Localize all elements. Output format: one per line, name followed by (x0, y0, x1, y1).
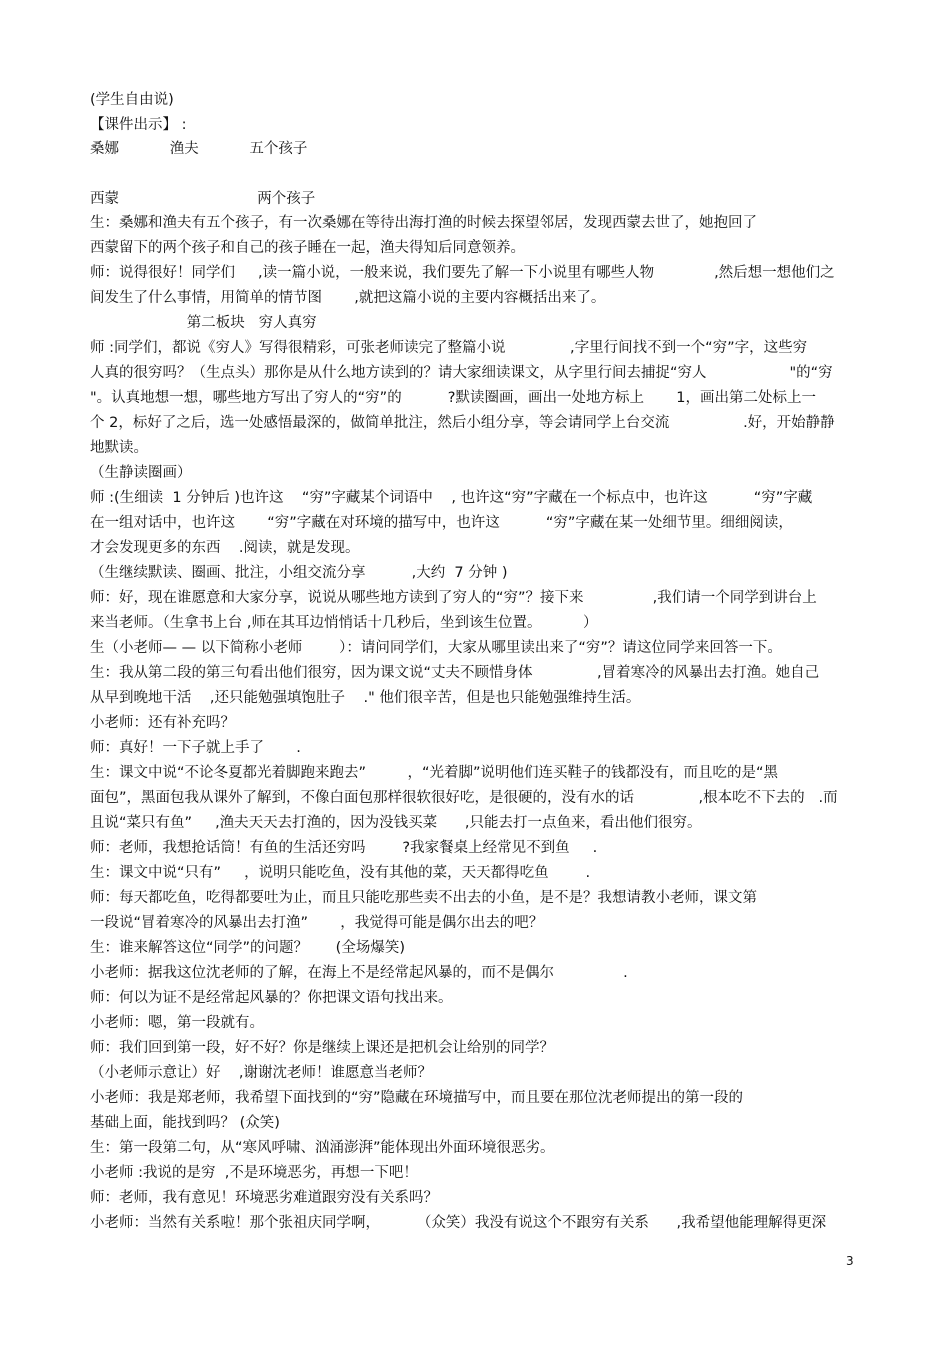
text-line: 且说“菜只有鱼” ,渔夫天天去打渔的，因为没钱买菜 ,只能去打一点鱼来，看出他们很穷。 (90, 815, 702, 831)
text-line: 个 2，标好了之后，选一处感悟最深的，做简单批注，然后小组分享，等会请同学上台交流 .好，开始静静 (90, 415, 835, 431)
text-line: （小老师示意让）好 ,谢谢沈老师！谁愿意当老师？ (90, 1065, 433, 1081)
text-line: (学生自由说) (90, 92, 174, 108)
text-line: （生静读圈画） (90, 465, 192, 481)
text-line: 生（小老师— — 以下简称小老师 ）：请问同学们，大家从哪里读出来了“穷”？请这位同学来回答一下。 (90, 640, 782, 656)
text-line: 师：我们回到第一段，好不好？你是继续上课还是把机会让给别的同学？ (90, 1040, 554, 1056)
page-number: 3 (846, 1254, 854, 1268)
text-line: 小老师：还有补充吗？ (90, 715, 235, 731)
text-line: 生：课文中说“不论冬夏都光着脚跑来跑去” ，“光着脚”说明他们连买鞋子的钱都没有，而且吃的是“黑 (90, 765, 779, 781)
text-line: 生：谁来解答这位“同学”的问题？ (全场爆笑) (90, 940, 405, 956)
text-line: 小老师 :我说的是穷 ,不是环境恶劣，再想一下吧！ (90, 1165, 418, 1181)
text-line: 生：课文中说“只有” ，说明只能吃鱼，没有其他的菜，天天都得吃鱼 . (90, 865, 591, 881)
text-line: 从早到晚地干活 ,还只能勉强填饱肚子 ." 他们很辛苦，但是也只能勉强维持生活。 (90, 690, 641, 706)
text-line: 小老师：据我这位沈老师的了解，在海上不是经常起风暴的，而不是偶尔 . (90, 965, 628, 981)
text-line: 师：好，现在谁愿意和大家分享，说说从哪些地方读到了穷人的“穷”？接下来 ,我们请一个同学到讲台上 (90, 590, 817, 606)
text-line: 面包”，黑面包我从课外了解到，不像白面包那样很软很好吃，是很硬的，没有水的话 ,根本吃不下去的 .而 (90, 790, 838, 806)
text-line: 桑娜 渔夫 五个孩子 (90, 141, 308, 157)
text-line: 地默读。 (90, 440, 148, 456)
text-line: 生：第一段第二句，从“寒风呼啸、汹涌澎湃”能体现出外面环境很恶劣。 (90, 1140, 555, 1156)
text-line: 【课件出示】 : (90, 117, 187, 133)
text-line: 人真的很穷吗？（生点头）那你是从什么地方读到的？请大家细读课文，从字里行间去捕捉“穷人 "的“穷 (90, 365, 833, 381)
text-line: "。认真地想一想，哪些地方写出了穷人的“穷”的 ?默读圈画，画出一处地方标上 1，画出第二处标上一 (90, 390, 816, 406)
text-line: 小老师：当然有关系啦！那个张祖庆同学啊， （众笑）我没有说这个不跟穷有关系 ,我希望他能理解得更深 (90, 1215, 827, 1231)
text-line: 来当老师。（生拿书上台 ,师在其耳边悄悄话十几秒后，坐到该生位置。 ） (90, 615, 598, 631)
text-line: 生：我从第二段的第三句看出他们很穷，因为课文说“丈夫不顾惜身体 ,冒着寒冷的风暴出去打渔。她自己 (90, 665, 820, 681)
text-line: 小老师：嗯，第一段就有。 (90, 1015, 264, 1031)
text-line: 师 :同学们，都说《穷人》写得很精彩，可张老师读完了整篇小说 ,字里行间找不到一个“穷”字，这些穷 (90, 340, 808, 356)
text-line: 西蒙留下的两个孩子和自己的孩子睡在一起，渔夫得知后同意领养。 (90, 240, 525, 256)
text-line: 一段说“冒着寒冷的风暴出去打渔” ，我觉得可能是偶尔出去的吧？ (90, 915, 544, 931)
text-line: 师：老师，我想抢话筒！有鱼的生活还穷吗 ?我家餐桌上经常见不到鱼 . (90, 840, 598, 856)
text-line: 师：每天都吃鱼，吃得都要吐为止，而且只能吃那些卖不出去的小鱼，是不是？我想请教小老师，课文第 (90, 890, 757, 906)
text-line: 师 :(生细读 1 分钟后 )也许这 “穷”字藏某个词语中 , 也许这“穷”字藏在一个标点中，也许这 “穷”字藏 (90, 490, 813, 506)
text-line: 间发生了什么事情，用简单的情节图 ,就把这篇小说的主要内容概括出来了。 (90, 290, 606, 306)
text-line: 第二板块 穷人真穷 (90, 315, 317, 331)
text-line: （生继续默读、圈画、批注，小组交流分享 ,大约 7 分钟 ) (90, 565, 508, 581)
text-line: 在一组对话中，也许这 “穷”字藏在对环境的描写中，也许这 “穷”字藏在某一处细节里。细细阅读， (90, 515, 793, 531)
text-line: 才会发现更多的东西 .阅读，就是发现。 (90, 540, 360, 556)
text-line: 基础上面，能找到吗？ (众笑) (90, 1115, 280, 1131)
text-line: 生：桑娜和渔夫有五个孩子，有一次桑娜在等待出海打渔的时候去探望邻居，发现西蒙去世了，她抱回了 (90, 215, 757, 231)
text-line: 师：说得很好！同学们 ,读一篇小说，一般来说，我们要先了解一下小说里有哪些人物 ,然后想一想他们之 (90, 265, 835, 281)
text-line: 西蒙 两个孩子 (90, 191, 316, 207)
text-line: 师：真好！一下子就上手了 . (90, 740, 301, 756)
text-line: 小老师：我是郑老师，我希望下面找到的“穷”隐藏在环境描写中，而且要在那位沈老师提出的第一段的 (90, 1090, 744, 1106)
text-line: 师：老师，我有意见！环境恶劣难道跟穷没有关系吗？ (90, 1190, 438, 1206)
text-line: 师：何以为证不是经常起风暴的？你把课文语句找出来。 (90, 990, 453, 1006)
